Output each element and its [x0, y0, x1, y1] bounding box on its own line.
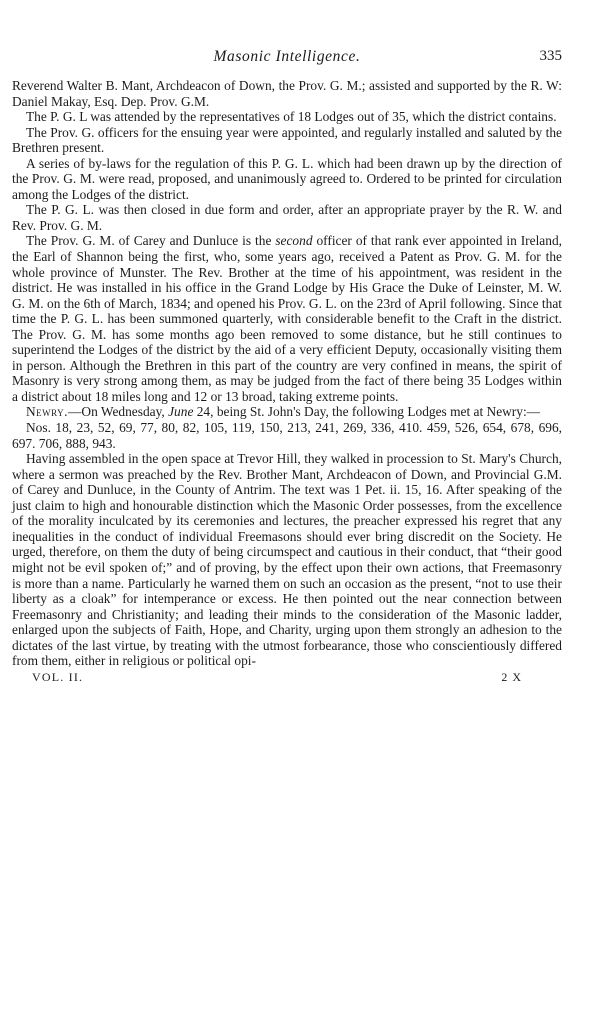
page-header	[12, 48, 562, 78]
place-heading-newry: Newry.	[26, 404, 69, 420]
paragraph-prov-gm-history	[12, 233, 562, 404]
article-body	[12, 78, 562, 669]
paragraph-procession-sermon: Having assembled in the open space at Trevor Hill, they walked in procession to St. Mary's Church, where a sermon was preached by the Rev. Brother Mant, Archdeacon of Down, and Provincial G.M. of Carey and Dunluce, in the County of Antrim. The text was 1 Pet. ii. 15, 16. After speaking of the just claim to high and honourable distinction which the Masonic Order possesses, from the excellence of the morality inculcated by its ceremonies and lectures, the preacher expressed his regret that any inequalities in the conduct of individual Freemasons should ever bring discredit on the Society. He urged, therefore, on them the duty of being circumspect and cautious in their conduct, that “their good might not be evil spoken of;” and of proving, by the effect upon their own actions, that Freemasonry is more than a name. Particularly he warned them on such an occasion as the present, “not to use their liberty as a cloak” for intemperance or excess. He then pointed out the near connection between Freemasonry and Christianity; and leading their minds to the consideration of the Masonic ladder, enlarged upon the subjects of Faith, Hope, and Charity, urging upon them strongly an adhesion to the dictates of the last virtue, by treating with the utmost forbearance, those who conscientiously differed from them, either in religious or political opi-	[12, 451, 562, 669]
text-run: The Prov. G. M. of Carey and Dunluce is the	[26, 233, 276, 249]
paragraph-by-laws: A series of by-laws for the regulation of this P. G. L. which had been drawn up by the direction of the Prov. G. M. were read, proposed, and unanimously agreed to. Ordered to be printed for circulation among the Lodges of the district.	[12, 155, 562, 202]
paragraph-officers: The Prov. G. officers for the ensuing year were appointed, and regularly installed and saluted by the Brethren present.	[12, 124, 562, 156]
page-number: 335	[539, 48, 562, 64]
date-emphasis: June	[168, 404, 194, 420]
page-footer	[12, 670, 562, 688]
text-run: officer of that rank ever appointed in Ireland, the Earl of Shannon being the first, who, some years ago, received a Patent as Prov. G. M. for the whole province of Munster. The Rev. Brother at the time of his appointment, was resident in the district. He was installed in his office in the Grand Lodge by His Grace the Duke of Leinster, M. W. G. M. on the 6th of March, 1834; and opened his Prov. G. L. on the 23rd of April following. Since that time the P. G. L. has been summoned quarterly, with considerable benefit to the Craft in the district. The Prov. G. M. has some months ago been removed to some distance, but he still continues to superintend the Lodges of the district by the aid of a very efficient Deputy, occasionally visiting them in person. Although the Brethren in this part of the country are very confined in means, the spirit of Masonry is very strong among them, as may be judged from the fact of there being 35 Lodges within a district about 18 miles long and 12 or 13 broad, taking extreme points.	[12, 233, 562, 404]
paragraph-closing: The P. G. L. was then closed in due form and order, after an appropriate prayer by the R. W. and Rev. Prov. G. M.	[12, 202, 562, 233]
paragraph-lodge-numbers: Nos. 18, 23, 52, 69, 77, 80, 82, 105, 119, 150, 213, 241, 269, 336, 410. 459, 526, 654, 678, 696, 697. 706, 888, 943.	[12, 420, 562, 451]
text-run: 24, being St. John's Day, the following Lodges met at Newry:—	[193, 404, 541, 420]
paragraph-newry	[12, 404, 562, 420]
paragraph-installation: Reverend Walter B. Mant, Archdeacon of Down, the Prov. G. M.; assisted and supported by the R. W: Daniel Makay, Esq. Dep. Prov. G.M.	[12, 78, 562, 109]
signature-mark: 2 X	[501, 669, 522, 684]
text-run: —On Wednesday,	[68, 404, 169, 420]
paragraph-attendance: The P. G. L was attended by the representatives of 18 Lodges out of 35, which the district contains.	[26, 109, 557, 125]
running-title: Masonic Intelligence.	[213, 48, 361, 65]
volume-label: VOL. II.	[32, 669, 84, 684]
emphasis-second: second	[275, 233, 313, 249]
